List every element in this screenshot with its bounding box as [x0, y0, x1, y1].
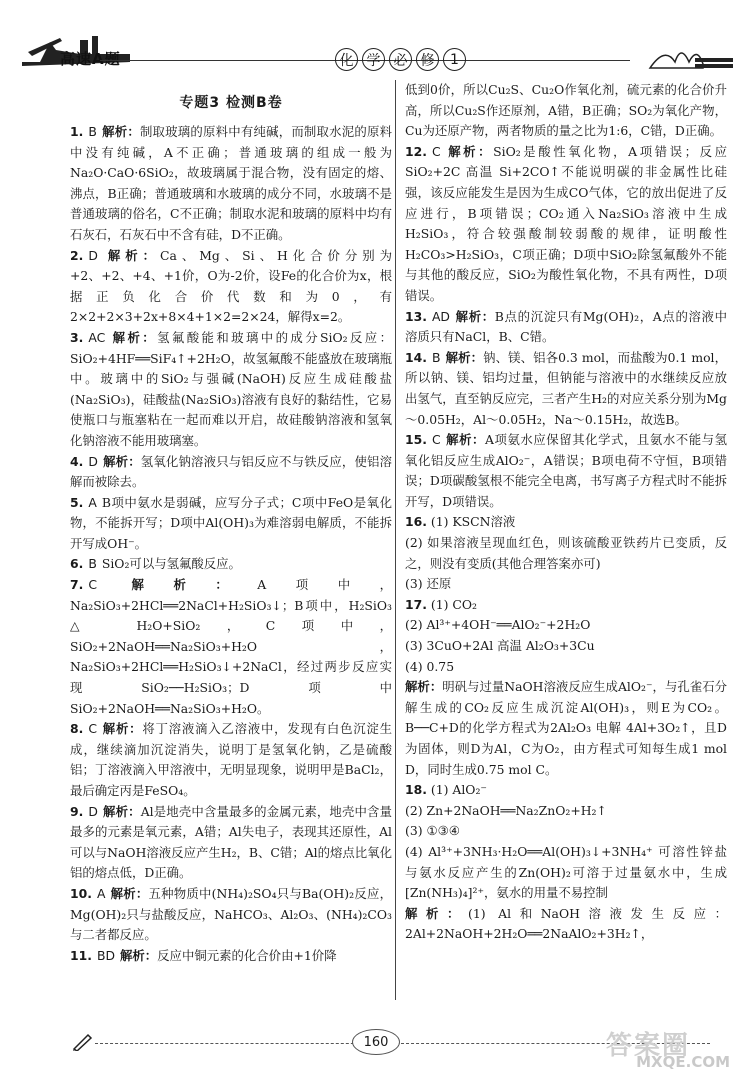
- answer-item: [405, 307, 727, 348]
- title-char: 1: [443, 48, 466, 71]
- question-number: 14.: [405, 349, 427, 365]
- answer-text: SiO₂可以与氢氟酸反应。: [101, 556, 241, 572]
- page-number: 160: [352, 1029, 400, 1055]
- answer-item: [70, 719, 392, 801]
- section-title: 专题3 检测B卷: [179, 95, 283, 111]
- page-footer: [0, 1025, 750, 1071]
- answer-item: [70, 884, 392, 946]
- question-number: 7.: [70, 577, 84, 593]
- analysis-label: 解析：: [102, 247, 160, 263]
- answer-choice: C: [431, 143, 441, 159]
- pen-icon: [72, 1031, 94, 1051]
- answer-item: [405, 636, 727, 657]
- title-char: 化: [335, 48, 358, 71]
- page-header: [0, 0, 750, 78]
- answer-item: [70, 802, 392, 884]
- question-number: 12.: [405, 143, 427, 159]
- answer-text: 明矾与过量NaOH溶液反应生成AlO₂⁻，与孔雀石分解生成的CO₂反应生成沉淀Al(OH)₃，则E为CO₂。B──C+D的化学方程式为2Al₂O₃ 电解 4Al+3O₂↑，且D为固体，则D为Al，C为O₂，由方程式可知每生成1 mol D，同时生成0.75 mol C。: [405, 679, 727, 777]
- answer-text: 将丁溶液滴入乙溶液中，发现有白色沉淀生成，继续滴加沉淀消失，说明丁是氢氧化钠，乙是硫酸铝；丁溶液滴入甲溶液中，无明显现象，说明甲是BaCl₂，最后确定丙是FeSO₄。: [70, 721, 393, 798]
- question-number: 11.: [70, 947, 92, 963]
- analysis-label: 解析：: [445, 349, 484, 365]
- answer-choice: D: [88, 247, 98, 263]
- answer-item: [405, 904, 727, 945]
- answer-choice: B: [88, 124, 97, 139]
- answer-choice: BD: [96, 947, 115, 963]
- answer-choice: AC: [88, 329, 106, 345]
- analysis-label: 解析：: [454, 308, 495, 324]
- answer-item: [405, 348, 727, 430]
- answer-choice: D: [88, 453, 98, 469]
- answer-text: B项中氨水是弱碱，应写分子式；C项中FeO是氧化物，不能拆开写；D项中Al(OH)₃为难溶弱电解质，不能拆开写成OH⁻。: [70, 494, 392, 551]
- answer-text: (1) AlO₂⁻: [430, 782, 487, 798]
- answer-item: [405, 533, 727, 574]
- question-number: 15.: [405, 432, 427, 448]
- analysis-label: 解析：: [405, 905, 469, 921]
- answer-choice: A: [96, 885, 106, 901]
- answer-text: Al是地壳中含量最多的金属元素，地壳中含量最多的元素是氧元素，A错；Al失电子，表现其还原性，Al可以与NaOH溶液反应产生H₂，B、C错；Al的熔点比氧化铝的熔点低，D正确。: [70, 803, 392, 881]
- answer-text: 制取玻璃的原料中有纯碱，而制取水泥的原料中没有纯碱，A不正确；普通玻璃的组成一般为Na₂O·CaO·6SiO₂，故玻璃属于混合物，没有固定的熔、沸点，B正确；普通玻璃和水玻璃的成分不同，水玻璃不是普通玻璃的俗名，C不正确；制取水泥和玻璃的原料中均有石灰石，石灰石中不含有硅，D不正确。: [70, 124, 393, 242]
- analysis-label: 解析：: [101, 124, 140, 139]
- answer-choice: C: [431, 432, 441, 448]
- answer-text: 反应中铜元素的化合价由+1价降: [157, 947, 337, 963]
- analysis-label: 解析：: [120, 947, 158, 963]
- answer-item: [405, 677, 727, 780]
- answer-text: 低到0价，所以Cu₂S、Cu₂O作氧化剂，硫元素的化合价升高，所以Cu₂S作还原剂，A错，B正确；SO₂为氧化产物，Cu为还原产物，两者物质的量之比为1:6，C错，D正确。: [405, 82, 727, 139]
- question-number: 3.: [70, 329, 84, 345]
- question-number: 5.: [70, 494, 84, 510]
- answer-item: [70, 122, 392, 246]
- answer-text: (3) 3CuO+2Al 高温 Al₂O₃+3Cu: [405, 638, 595, 654]
- answer-item: [70, 575, 392, 719]
- answer-item: [405, 430, 727, 512]
- answer-item: [70, 946, 392, 967]
- question-number: 4.: [70, 453, 84, 469]
- answer-text: A项氨水应保留其化学式，且氨水不能与氢氧化铝反应生成AlO₂⁻，A错误；B项电荷不守恒，B项错误；D项碳酸氢根不能完全电离，书写离子方程式时不能拆开写，D项错误。: [405, 432, 728, 509]
- answer-text: Ca、Mg、Si、H化合价分别为+2、+2、+4、+1价，O为-2价，设Fe的化合价为x，根据正负化合价代数和为0，有2×2+2×3+2x+8×4+1×2=2×24，解得x=2。: [70, 247, 392, 325]
- answer-item: [70, 452, 392, 493]
- question-number: 18.: [405, 782, 427, 798]
- question-number: 9.: [70, 803, 84, 819]
- question-number: 6.: [70, 556, 84, 572]
- answer-text: (1) Al和NaOH溶液发生反应：2Al+2NaOH+2H₂O══2NaAlO₂+3H₂↑，: [405, 905, 728, 942]
- answer-item: [405, 512, 727, 533]
- question-number: 2.: [70, 247, 84, 263]
- answer-text: B点的沉淀只有Mg(OH)₂，A点的溶液中溶质只有NaCl，B、C错。: [405, 308, 727, 345]
- answer-item: [405, 574, 727, 595]
- analysis-label: 解析：: [405, 679, 443, 695]
- page-content: [70, 80, 730, 1025]
- question-number: 13.: [405, 308, 427, 324]
- left-column: [70, 80, 392, 966]
- answer-item: [405, 615, 727, 636]
- answer-text: 钠、镁、铝各0.3 mol，而盐酸为0.1 mol，所以钠、镁、铝均过量，但钠能与溶液中的水继续反应放出氢气，直至钠反应完，三者产生H₂的对应关系分别为Mg～0.05H₂，Al～0.05H₂，Na～0.15H₂，故选B。: [405, 349, 728, 427]
- answer-text: (2) 如果溶液呈现血红色，则该硫酸亚铁药片已变质，反之，则没有变质(其他合理答案亦可): [405, 535, 727, 571]
- answer-choice: B: [88, 556, 97, 572]
- answer-text: 五种物质中(NH₄)₂SO₄只与Ba(OH)₂反应，Mg(OH)₂只与盐酸反应，NaHCO₃、Al₂O₃、(NH₄)₂CO₃与二者都反应。: [70, 885, 392, 943]
- answer-item: [405, 780, 727, 801]
- answer-item: [70, 493, 392, 555]
- answer-text: A项中，Na₂SiO₃+2HCl══2NaCl+H₂SiO₃↓；B项中，H₂SiO₃ △ H₂O+SiO₂，C项中，SiO₂+2NaOH══Na₂SiO₃+H₂O，Na₂SiO₃+2HCl══H₂SiO₃↓+2NaCl，经过两步反应实现SiO₂──H₂SiO₃；D项中SiO₂+2NaOH══Na₂SiO₃+H₂O。: [70, 577, 393, 716]
- answer-item: [70, 328, 392, 452]
- answer-text: SiO₂是酸性氧化物，A项错误；反应SiO₂+2C 高温 Si+2CO↑不能说明碳的非金属性比硅强，该反应能发生是因为生成CO气体，它的放出促进了反应进行，B项错误；CO₂通入Na₂SiO₃溶液中生成H₂SiO₃，符合较强酸制较弱酸的规律，证明酸性H₂CO₃>H₂SiO₃，C项正确；D项中SiO₂除氢氟酸外不能与其他的酸反应，SiO₂为酸性氧化物，不具有两性，D项错误。: [405, 143, 727, 303]
- answer-list-right: [405, 80, 727, 945]
- answer-text: (2) Al³⁺+4OH⁻══AlO₂⁻+2H₂O: [405, 617, 591, 633]
- flower-ornament-icon: [645, 42, 735, 72]
- answer-item: [405, 657, 727, 678]
- answer-choice: C: [88, 577, 97, 593]
- analysis-label: 解析：: [102, 453, 141, 469]
- answer-choice: C: [88, 721, 97, 737]
- answer-text: (1) CO₂: [430, 596, 478, 612]
- answer-text: (4) 0.75: [405, 658, 455, 674]
- question-number: 8.: [70, 721, 84, 737]
- answer-item: [405, 595, 727, 616]
- analysis-label: 解析：: [110, 329, 158, 345]
- answer-text: (1) KSCN溶液: [430, 514, 516, 530]
- analysis-label: 解析：: [102, 721, 143, 737]
- answer-text: 氢氧化钠溶液只与铝反应不与铁反应，使铝溶解而被除去。: [70, 453, 393, 490]
- answer-choice: A: [88, 494, 97, 510]
- analysis-label: 解析：: [102, 803, 141, 819]
- answer-text: (3) 还原: [405, 576, 452, 592]
- answer-choice: AD: [431, 308, 450, 324]
- analysis-label: 解析：: [445, 432, 486, 448]
- watermark: 答案圈: [605, 1031, 690, 1061]
- answer-text: 氢氟酸能和玻璃中的成分SiO₂反应：SiO₂+4HF══SiF₄↑+2H₂O，故氢氟酸不能盛放在玻璃瓶中。玻璃中的SiO₂与强碱(NaOH)反应生成硅酸盐(Na₂SiO₃)，硅酸盐(Na₂SiO₃)溶液有良好的黏结性，它易使瓶口与瓶塞粘在一起而难以开启，故硅酸钠溶液和氢氧化钠溶液不能用玻璃塞。: [70, 329, 392, 448]
- answer-item: [70, 246, 392, 328]
- question-number: 10.: [70, 885, 92, 901]
- brand-text: 高速A题: [60, 50, 121, 68]
- title-char: 必: [389, 48, 412, 71]
- answer-text: (3) ①③④: [405, 823, 460, 839]
- column-divider: [395, 80, 396, 1000]
- analysis-label: 解析：: [110, 885, 149, 901]
- question-number: 16.: [405, 514, 427, 530]
- answer-item: [405, 80, 727, 142]
- watermark-url: MXQE.COM: [636, 1053, 730, 1071]
- book-title: [335, 48, 466, 71]
- answer-item: [405, 801, 727, 822]
- answer-item: [405, 821, 727, 842]
- answer-item: [405, 142, 727, 307]
- right-column: [405, 80, 727, 945]
- title-char: 修: [416, 48, 439, 71]
- answer-text: (2) Zn+2NaOH══Na₂ZnO₂+H₂↑: [405, 802, 607, 818]
- analysis-label: 解析：: [102, 577, 258, 593]
- answer-text: (4) Al³⁺+3NH₃·H₂O══Al(OH)₃↓+3NH₄⁺ 可溶性锌盐与氨水反应产生的Zn(OH)₂可溶于过量氨水中，生成[Zn(NH₃)₄]²⁺，氨水的用量不易控制: [405, 843, 727, 901]
- answer-list-left: [70, 122, 392, 966]
- answer-choice: B: [431, 349, 441, 365]
- question-number: 17.: [405, 596, 427, 612]
- answer-item: [405, 842, 727, 904]
- analysis-label: 解析：: [445, 143, 494, 159]
- answer-item: [70, 554, 392, 575]
- question-number: 1.: [70, 124, 84, 139]
- title-char: 学: [362, 48, 385, 71]
- answer-choice: D: [88, 803, 98, 819]
